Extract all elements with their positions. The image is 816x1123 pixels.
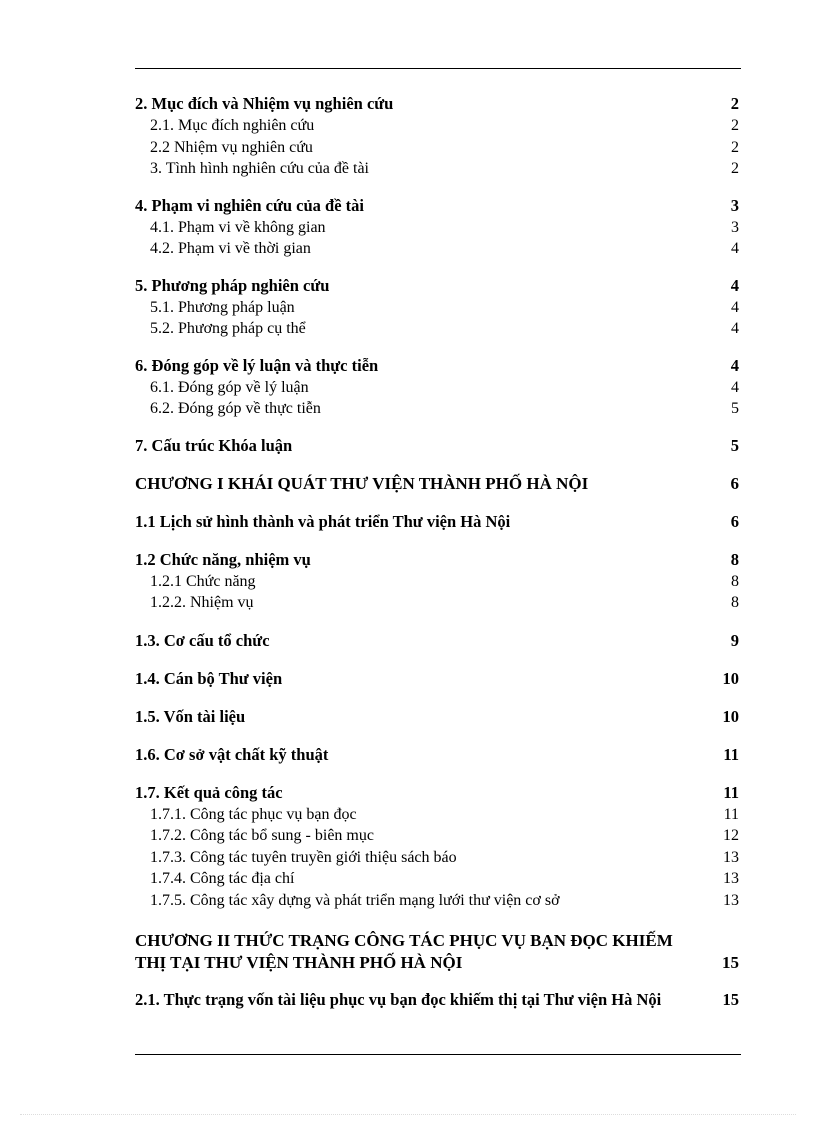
toc-entry[interactable] <box>135 825 739 847</box>
toc-entry[interactable] <box>135 868 739 890</box>
toc-entry-page: 8 <box>731 594 739 611</box>
toc-entry-page: 12 <box>723 827 739 844</box>
toc-entry[interactable] <box>135 571 739 593</box>
toc-entry[interactable] <box>135 275 739 297</box>
table-of-contents <box>135 93 739 1011</box>
toc-entry-title: 1.2 Chức năng, nhiệm vụ <box>135 549 311 569</box>
toc-entry-title: 1.7. Kết quả công tác <box>135 782 283 802</box>
toc-entry-title: 1.7.3. Công tác tuyên truyền giới thiệu sách báo <box>150 848 457 866</box>
toc-entry-title: 4. Phạm vi nghiên cứu của đề tài <box>135 195 365 215</box>
toc-entry-page: 13 <box>723 870 739 887</box>
toc-entry-page: 2 <box>731 160 739 177</box>
toc-entry-title: 5.1. Phương pháp luận <box>150 298 295 316</box>
toc-entry[interactable] <box>135 377 739 399</box>
toc-entry-page: 4 <box>730 355 739 375</box>
toc-entry-title: 6.1. Đóng góp về lý luận <box>150 378 309 396</box>
toc-entry[interactable] <box>135 297 739 319</box>
toc-entry-title: CHƯƠNG II THỨC TRẠNG CÔNG TÁC PHỤC VỤ BẠN ĐỌC KHIẾM THỊ TẠI THƯ VIỆN THÀNH PHỐ HÀ NỘI <box>135 931 673 972</box>
toc-entry[interactable] <box>135 115 739 137</box>
toc-entry[interactable] <box>135 217 739 239</box>
toc-entry[interactable] <box>135 989 739 1011</box>
toc-entry-page: 3 <box>731 218 739 236</box>
toc-chapter-entry[interactable] <box>135 930 739 974</box>
toc-entry-page: 11 <box>723 805 739 823</box>
toc-entry-page: 3 <box>730 195 739 215</box>
toc-entry-title: 5. Phương pháp nghiên cứu <box>135 275 330 295</box>
toc-entry-title: 1.7.1. Công tác phục vụ bạn đọc <box>150 805 357 823</box>
toc-entry-page: 4 <box>731 240 739 257</box>
toc-entry-title: 1.2.2. Nhiệm vụ <box>150 594 254 611</box>
toc-entry[interactable] <box>135 668 739 690</box>
toc-entry[interactable] <box>135 238 739 260</box>
toc-entry-title: 1.2.1 Chức năng <box>150 572 256 590</box>
toc-entry-page: 13 <box>723 848 739 866</box>
toc-entry-title: 1.4. Cán bộ Thư viện <box>135 668 283 688</box>
toc-entry-title: 1.6. Cơ sở vật chất kỹ thuật <box>135 744 329 764</box>
toc-entry[interactable] <box>135 137 739 159</box>
toc-entry-title: 2.1. Mục đích nghiên cứu <box>150 117 315 134</box>
toc-entry-title: 4.1. Phạm vi về không gian <box>150 218 326 236</box>
bottom-rule <box>135 1054 741 1055</box>
toc-entry-title: 6.2. Đóng góp về thực tiễn <box>150 400 321 417</box>
toc-entry-page: 9 <box>730 630 739 650</box>
toc-entry[interactable] <box>135 744 739 766</box>
toc-entry-title: 1.7.2. Công tác bổ sung - biên mục <box>150 827 374 844</box>
toc-entry-page: 10 <box>722 706 739 726</box>
toc-entry-title: 3. Tình hình nghiên cứu của đề tài <box>150 160 369 177</box>
toc-entry-title: 1.5. Vốn tài liệu <box>135 706 246 726</box>
toc-entry-title: 2.1. Thực trạng vốn tài liệu phục vụ bạn đọc khiếm thị tại Thư viện Hà Nội <box>135 990 662 1009</box>
toc-entry-page: 4 <box>731 320 739 337</box>
toc-entry-page: 5 <box>731 400 739 417</box>
toc-entry-page: 8 <box>730 549 739 569</box>
toc-entry-title: 2.2 Nhiệm vụ nghiên cứu <box>150 138 313 156</box>
toc-entry[interactable] <box>135 847 739 869</box>
toc-entry[interactable] <box>135 511 739 533</box>
toc-entry-page: 8 <box>731 572 739 590</box>
toc-entry[interactable] <box>135 318 739 340</box>
toc-entry-page: 4 <box>731 298 739 316</box>
toc-entry[interactable] <box>135 592 739 614</box>
toc-entry-page: 11 <box>723 782 739 802</box>
toc-entry-page: 5 <box>730 435 739 455</box>
toc-entry[interactable] <box>135 549 739 571</box>
toc-entry-title: 1.7.4. Công tác địa chí <box>150 870 295 887</box>
toc-entry-page: 15 <box>722 953 739 972</box>
toc-entry-title: 1.1 Lịch sử hình thành và phát triển Thư viện Hà Nội <box>135 511 511 531</box>
toc-entry-title: 1.7.5. Công tác xây dựng và phát triển mạng lưới thư viện cơ sở <box>150 891 560 909</box>
toc-entry-title: 1.3. Cơ cấu tổ chức <box>135 630 270 650</box>
toc-entry[interactable] <box>135 158 739 180</box>
toc-entry[interactable] <box>135 93 739 115</box>
toc-entry-page: 4 <box>731 378 739 396</box>
toc-entry-page: 6 <box>730 511 739 531</box>
toc-entry-title: CHƯƠNG I KHÁI QUÁT THƯ VIỆN THÀNH PHỐ HÀ NỘI <box>135 473 589 493</box>
page-bottom-edge <box>20 1114 796 1115</box>
toc-entry-page: 13 <box>723 891 739 909</box>
top-rule <box>135 68 741 69</box>
toc-entry[interactable] <box>135 890 739 912</box>
toc-entry[interactable] <box>135 355 739 377</box>
toc-entry-page: 11 <box>723 744 739 764</box>
toc-entry[interactable] <box>135 804 739 826</box>
toc-entry-page: 10 <box>722 668 739 688</box>
toc-entry-title: 4.2. Phạm vi về thời gian <box>150 240 311 257</box>
toc-entry-title: 6. Đóng góp về lý luận và thực tiễn <box>135 355 379 375</box>
toc-entry-title: 5.2. Phương pháp cụ thể <box>150 320 306 337</box>
toc-entry-page: 2 <box>730 94 739 113</box>
toc-entry[interactable] <box>135 706 739 728</box>
toc-entry-page: 15 <box>722 990 739 1009</box>
toc-entry-page: 4 <box>730 275 739 295</box>
toc-entry-page: 6 <box>730 473 739 493</box>
toc-entry[interactable] <box>135 435 739 457</box>
toc-entry[interactable] <box>135 630 739 652</box>
toc-entry[interactable] <box>135 195 739 217</box>
toc-entry-title: 2. Mục đích và Nhiệm vụ nghiên cứu <box>135 94 394 113</box>
toc-chapter-entry[interactable] <box>135 473 739 495</box>
toc-entry-page: 2 <box>731 138 739 156</box>
toc-entry[interactable] <box>135 782 739 804</box>
toc-entry-title: 7. Cấu trúc Khóa luận <box>135 435 293 455</box>
toc-entry-page: 2 <box>731 117 739 134</box>
toc-entry[interactable] <box>135 398 739 420</box>
